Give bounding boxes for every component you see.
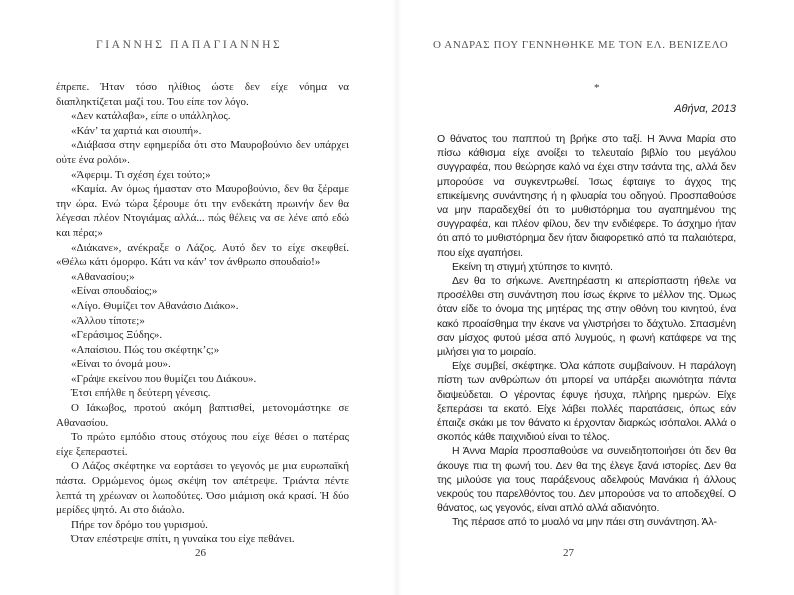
paragraph: «Αθανασίου;» xyxy=(71,270,135,283)
paragraph: «Απαίσιου. Πώς του σκέφτηκ’ς;» xyxy=(71,343,220,356)
paragraph: «Άλλου τίποτε;» xyxy=(71,314,145,327)
paragraph: «Άφεριμ. Τι σχέση έχει τούτο;» xyxy=(71,168,211,181)
paragraph: Ο θάνατος του παππού τη βρήκε στο ταξί. Η Άννα Μαρία στο πίσω κάθισμα είχε ανοίξει το τελευταίο βιβλίο του μεγάλου συγγραφέα, που θεώρησε καλό να έχει στην τσάντα της, αλλά δεν μπορούσε να συγκεντρωθεί. Ίσως έφταιγε το άγχος της επικείμενης συνάντησης ή η φλυαρία του οδηγού. Προσπαθούσε να μην παραδεχθεί ότι το μυθιστόρημα του αγαπημένου της συγγραφέα, και πλέον φίλου, δεν την ενδιέφερε. Το άσχημο ήταν ότι από το μυθιστόρημα δεν ήταν διαφορετικό από τα παλαιότερα, που είχε αγαπήσει. xyxy=(437,133,736,259)
paragraph: Έτσι επήλθε η δεύτερη γένεσις. xyxy=(71,387,211,400)
paragraph: «Καμία. Αν όμως ήμασταν στο Μαυροβούνιο, δεν θα ξέραμε την ώρα. Ενώ τώρα ξέρουμε ότι την ενδεκάτη πρωινήν δεν θα λέγεσαι πλέον Ντογιάμας αλλά... πώς θέλεις να σε λένε από εδώ και πέρα;» xyxy=(56,183,349,239)
paragraph: «Κάν’ τα χαρτιά και σιουπή». xyxy=(71,124,202,137)
paragraph: Της πέρασε από το μυαλό να μην πάει στη συνάντηση. Άλ- xyxy=(452,516,717,529)
paragraph: «Είναι το όνομά μου». xyxy=(71,358,171,371)
paragraph: «Γράψε εκείνου που θυμίζει του Διάκου». xyxy=(71,372,257,385)
left-body-text xyxy=(56,80,349,547)
right-page xyxy=(397,0,794,595)
paragraph: «Διάβασα στην εφημερίδα ότι στο Μαυροβούνιο δεν υπάρχει ούτε ένα ρολόι». xyxy=(56,139,349,166)
paragraph: «Είναι σπουδαίος;» xyxy=(71,285,158,298)
paragraph: «Γεράσιμος Ξύδης». xyxy=(71,329,163,342)
paragraph: «Δεν κατάλαβα», είπε ο υπάλληλος. xyxy=(71,110,231,123)
left-running-head: ΓΙΑΝΝΗΣ ΠΑΠΑΓΙΑΝΝΗΣ xyxy=(96,39,283,51)
paragraph: Πήρε τον δρόμο του γυρισμού. xyxy=(71,518,208,531)
section-mark: * xyxy=(594,82,600,94)
right-page-number: 27 xyxy=(563,547,574,559)
paragraph: Είχε συμβεί, σκέφτηκε. Όλα κάποτε συμβαίνουν. Η παράλογη πίστη των ανθρώπων ότι μπορεί να υπάρξει αιωνιότητα πάντα διαψεύδεται. Ο γέροντας έφυγε ήσυχα, πλήρης ημερών. Είχε ξεπεράσει τα εκατό. Είχε λάβει πολλές παρατάσεις, όπως εάν έπαιζε σκάκι με τον θάνατο κι έρχονταν διαρκώς ισόπαλοι. Αλλά ο σκοπός κάθε παιχνιδιού είναι το τέλος. xyxy=(437,360,736,444)
paragraph: Η Άννα Μαρία προσπαθούσε να συνειδητοποιήσει ότι δεν θα άκουγε πια τη φωνή του. Δεν θα της έλεγε ξανά ιστορίες. Δεν θα της μιλούσε για τους παράξενους αδελφούς Μανάκια ή άλλους νεκρούς του παρελθόντος του. Δεν μπορούσε να το αποδεχθεί. Ο θάνατος, ως γεγονός, είναι απλό αλλά αδιανόητο. xyxy=(437,445,736,515)
paragraph: Ο Ιάκωβος, προτού ακόμη βαπτισθεί, μετονομάστηκε σε Αθανασίου. xyxy=(56,402,349,429)
paragraph: Όταν επέστρεψε σπίτι, η γυναίκα του είχε πεθάνει. xyxy=(71,533,295,546)
right-body-text xyxy=(437,132,736,530)
right-running-head: Ο ΑΝΔΡΑΣ ΠΟΥ ΓΕΝΝΗΘΗΚΕ ΜΕ ΤΟΝ ΕΛ. ΒΕΝΙΖΕΛΟ xyxy=(433,39,729,51)
place-date-heading: Αθήνα, 2013 xyxy=(674,103,736,115)
paragraph: Το πρώτο εμπόδιο στους στόχους που είχε θέσει ο πατέρας είχε ξεπεραστεί. xyxy=(56,431,349,458)
left-page-number: 26 xyxy=(195,547,206,559)
paragraph: Ο Λάζος σκέφτηκε να εορτάσει το γεγονός με μια ευρωπαϊκή πάστα. Ορμώμενος όμως σκέψη τον απέτρεψε. Τριάντα πέντε λεπτά τη χρέωναν οι λωποδύτες. Όσο μιάμιση οκά κρασί. Ή δύο μερίδες ψητό. Αι στο διάολο. xyxy=(56,460,349,517)
paragraph: Εκείνη τη στιγμή χτύπησε το κινητό. xyxy=(452,260,613,273)
paragraph: «Διάκανε», ανέκραξε ο Λάζος. Αυτό δεν το είχε σκεφθεί. «Θέλω κάτι όμορφο. Κάτι να κάν’ τον άνθρωπο σπουδαίο!» xyxy=(56,241,349,269)
paragraph: έπρεπε. Ήταν τόσο ηλίθιος ώστε δεν είχε νόημα να διαπληκτίζεται μαζί του. Του είπε τον λόγο. xyxy=(56,81,349,108)
paragraph: «Λίγο. Θυμίζει τον Αθανάσιο Διάκο». xyxy=(71,299,239,312)
paragraph: Δεν θα το σήκωνε. Ανεπηρέαστη κι απερίσπαστη ήθελε να προσέλθει στη συνάντηση που ίσως έκρινε το μέλλον της. Όμως όταν είδε το όνομα της μητέρας της στην οθόνη του κινητού, ένα κακό προαίσθημα την έκανε να γλιστρήσει το δάχτυλο. Σπασμένη σαν μίσχος φυτού μέσα από λυγμούς, η φωνή κατάφερε να της μιλήσει για το μοιραίο. xyxy=(437,275,736,359)
